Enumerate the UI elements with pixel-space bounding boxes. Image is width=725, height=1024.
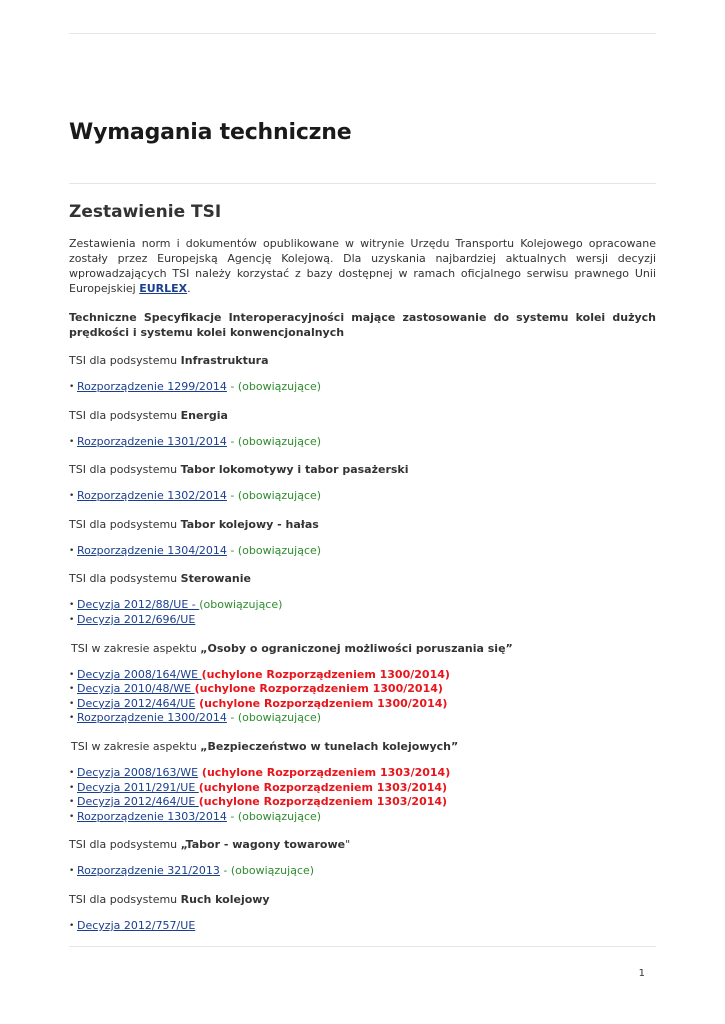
list-item — [69, 435, 656, 450]
status-repealed: (uchylone Rozporządzeniem 1300/2014) — [195, 696, 448, 710]
list-item — [69, 781, 656, 796]
list-energy — [69, 435, 656, 450]
list-control — [69, 598, 656, 627]
section-title: Zestawienie TSI — [69, 202, 222, 222]
group-label-control: TSI dla podsystemu Sterowanie — [69, 572, 251, 586]
eurlex-link[interactable]: EURLEX — [139, 282, 188, 295]
group-label-infrastructure: TSI dla podsystemu Infrastruktura — [69, 354, 269, 367]
doc-link[interactable]: Decyzja 2008/163/WE — [77, 765, 199, 779]
status-in-force: - (obowiązujące) — [226, 711, 322, 725]
lead-heading: Techniczne Specyfikacje Interoperacyjności mające zastosowanie do systemu kolei dużych prędkości i systemu kolei konwencjonalnych — [69, 311, 656, 339]
doc-link[interactable]: Rozporządzenie 1304/2014 — [77, 543, 227, 557]
group-label-wagons: TSI dla podsystemu „Tabor - wagony towarowe" — [69, 838, 351, 852]
status-in-force: (obowiązujące) — [199, 598, 283, 612]
status-repealed: (uchylone Rozporządzeniem 1303/2014) — [198, 780, 448, 794]
list-item — [69, 864, 656, 879]
doc-link[interactable]: Decyzja 2012/464/UE — [77, 795, 199, 809]
list-item — [69, 544, 656, 559]
intro-paragraph — [69, 236, 656, 296]
doc-link[interactable]: Decyzja 2011/291/UE — [77, 780, 199, 794]
list-item — [69, 668, 656, 683]
doc-link[interactable]: Decyzja 2010/48/WE — [77, 682, 195, 696]
list-item — [69, 613, 656, 628]
status-repealed: (uchylone Rozporządzeniem 1300/2014) — [194, 682, 443, 696]
doc-link[interactable]: Decyzja 2012/696/UE — [77, 612, 196, 626]
list-rolling-stock — [69, 489, 656, 504]
status-in-force: - (obowiązujące) — [226, 489, 322, 503]
list-item — [69, 919, 656, 934]
title-divider — [69, 183, 656, 184]
list-item — [69, 795, 656, 810]
list-operation — [69, 919, 656, 934]
group-label-tunnels: TSI w zakresie aspektu „Bezpieczeństwo w tunelach kolejowych” — [71, 739, 459, 753]
list-wagons — [69, 864, 656, 879]
document-body — [69, 236, 656, 934]
doc-link[interactable]: Rozporządzenie 321/2013 — [77, 864, 220, 878]
list-noise — [69, 544, 656, 559]
group-label-noise: TSI dla podsystemu Tabor kolejowy - hałas — [69, 517, 319, 531]
status-in-force: - (obowiązujące) — [226, 809, 322, 823]
intro-text: Zestawienia norm i dokumentów opublikowane w witrynie Urzędu Transportu Kolejowego opracowane zostały przez Europejską Agencję Kolejową. Dla uzyskania najbardziej aktualnych wersji decyzji wprowadzających TSI należy korzystać z bazy dostępnej w ramach oficjalnego serwisu prawnego Unii Europejskiej — [69, 237, 656, 295]
top-divider — [69, 33, 656, 34]
group-label-rolling-stock: TSI dla podsystemu Tabor lokomotywy i tabor pasażerski — [69, 463, 409, 477]
group-label-energy: TSI dla podsystemu Energia — [69, 408, 228, 422]
list-item — [69, 766, 656, 781]
doc-link[interactable]: Decyzja 2012/464/UE — [77, 696, 196, 710]
status-in-force: - (obowiązujące) — [219, 864, 315, 878]
status-repealed: (uchylone Rozporządzeniem 1303/2014) — [198, 795, 448, 809]
doc-link[interactable]: Rozporządzenie 1302/2014 — [77, 489, 227, 503]
doc-link[interactable]: Rozporządzenie 1301/2014 — [77, 434, 227, 448]
footer-divider — [69, 946, 656, 947]
list-prm — [69, 668, 656, 726]
intro-end: . — [187, 282, 191, 295]
list-item — [69, 810, 656, 825]
doc-link[interactable]: Decyzja 2012/88/UE - — [77, 598, 200, 612]
list-item — [69, 598, 656, 613]
list-infrastructure — [69, 380, 656, 395]
doc-link[interactable]: Decyzja 2008/164/WE — [77, 667, 202, 681]
list-item — [69, 489, 656, 504]
doc-link[interactable]: Rozporządzenie 1299/2014 — [77, 380, 227, 393]
status-repealed: (uchylone Rozporządzeniem 1303/2014) — [198, 765, 451, 779]
doc-link[interactable]: Rozporządzenie 1303/2014 — [77, 809, 227, 823]
list-item — [69, 697, 656, 712]
list-item — [69, 682, 656, 697]
list-tunnels — [69, 766, 656, 824]
status-repealed: (uchylone Rozporządzeniem 1300/2014) — [201, 667, 450, 681]
group-label-operation: TSI dla podsystemu Ruch kolejowy — [69, 892, 270, 906]
doc-link[interactable]: Decyzja 2012/757/UE — [77, 918, 196, 932]
group-label-prm: TSI w zakresie aspektu „Osoby o ograniczonej możliwości poruszania się” — [71, 641, 513, 655]
page-title: Wymagania techniczne — [69, 120, 352, 145]
list-item — [69, 711, 656, 726]
status-in-force: - (obowiązujące) — [226, 380, 322, 393]
status-in-force: - (obowiązujące) — [226, 434, 322, 448]
list-item — [69, 380, 656, 395]
page-number: 1 — [638, 968, 645, 979]
status-in-force: - (obowiązujące) — [226, 543, 322, 557]
doc-link[interactable]: Rozporządzenie 1300/2014 — [77, 711, 227, 725]
